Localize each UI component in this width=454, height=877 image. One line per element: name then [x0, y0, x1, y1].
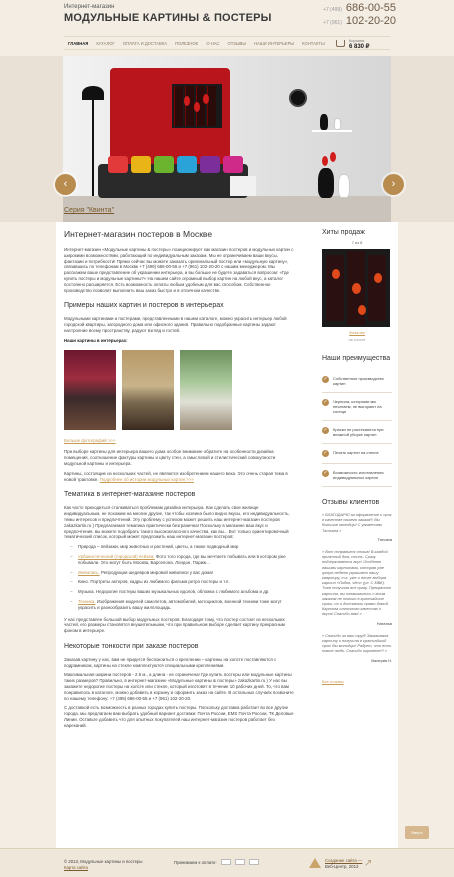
slide-tulip — [330, 152, 336, 162]
sitemap-link[interactable]: Карта сайта — [64, 865, 88, 870]
nav-item-payment-delivery[interactable]: ОПЛАТА И ДОСТАВКА — [122, 40, 168, 46]
more-photos-link[interactable]: Больше фотографий >>> — [64, 437, 116, 443]
payment-label: Принимаем к оплате: — [174, 859, 217, 865]
slide-shelf — [312, 130, 352, 132]
painting-panel — [174, 86, 183, 126]
list-item — [72, 570, 295, 576]
list-item — [72, 579, 295, 585]
nav-item-contacts[interactable]: КОНТАКТЫ — [302, 40, 325, 46]
sidebar — [322, 229, 392, 688]
section-paragraph: У нас представлен большой выбор модульных постеров. Благодаря тому, что постер состоит из нескольких частей, его размеры становятся внушительными, что при правильном выборе сделает картину прекрасным фоном в интерьере. — [64, 616, 285, 634]
hit-flower — [332, 269, 340, 279]
gallery-label: Наши картины в интерьерах: — [64, 337, 128, 343]
section-paragraph: Как часто приходиться сталкиваться проблемам дизайна интерьера. Как сделать свое жилище индивидуальным, не похожим на многие другие, так чтобы хозяина было видно вкусы, его индивидуальность, темы интересов и предпочтений. Эту проблему с успехом может решить наш интернет-магазин постеров zakazkartin.ru ) Предлагаемая тематика практически безгранична! Поскольку в магазине ваш вкус и предпочтения, вы можете подобрать такого высококлассного качества, как вы... Вот только ориентировочный тематический список, который может предложить наш интернет-магазин постеров: — [64, 505, 290, 540]
slide-vase — [320, 114, 328, 130]
list-item-text: Кино. Портреты актеров, кадры из любимого фильма ретро постеры и т.п. — [78, 579, 230, 585]
advantage-item — [322, 444, 392, 464]
review-item — [322, 633, 392, 663]
advantage-item — [322, 464, 392, 487]
advantage-item — [322, 393, 392, 421]
hit-flower — [352, 283, 361, 294]
list-item-link[interactable]: Живопись. — [78, 569, 100, 575]
check-icon: ✓ — [323, 427, 328, 433]
footer — [0, 848, 454, 877]
slider-prev-button[interactable]: ‹ — [55, 174, 76, 195]
painting-flower — [194, 102, 200, 112]
check-icon: ✓ — [323, 470, 328, 476]
interior-gallery — [64, 350, 295, 430]
slide-cushion — [177, 156, 197, 173]
hit-panel — [368, 255, 386, 321]
slide-cushion — [154, 156, 174, 173]
section-paragraph: При выборе картины для интерьера вашего дома особое внимание обратите на особенности дизайна помещения, соотношение фактуры картины и цвету стен, а смысловой и стилистический совокупности модульной картины и интерьера. — [64, 449, 276, 466]
site-supertitle: Интернет-магазин — [64, 4, 115, 10]
check-icon: ✓ — [323, 376, 328, 382]
list-item — [72, 544, 295, 550]
hit-product-material: на холсте — [348, 338, 366, 342]
slide-painting — [172, 84, 222, 128]
review-author: Татьяна — [377, 536, 392, 542]
nav-item-useful[interactable]: ПОЛЕЗНОЕ — [175, 40, 199, 46]
review-item — [322, 512, 392, 542]
review-text: « Вот понравился отзыв! В каждой приятный дом, стиль. Сразу подчеркивается вкус! Особенно вашими картинами, которая уже целую неделю украшает нашу квартиру, т.к. уже и после выбора картин «Лидия, чёт» (ул. С МВК). Тоже получила все сразу. Прекрасная картина, вы ознакомились с моим заказом не только в кратчайшие сроки, но и доставили прямо домой. Картина отличного качества и вкуса! Спасибо вам! » — [322, 549, 391, 617]
hits-pager[interactable]: 7 из 8 — [351, 240, 363, 245]
list-item — [72, 589, 295, 595]
check-icon: ✓ — [323, 450, 328, 456]
section-paragraph: Модульными картинами и постерами, представленными в нашем каталоге, можно украсить интерьер любой городской квартиры, загородного дома или офисного здания. Правильно подобранные картины задают настроение всему пространству, радуют взгляд и гостей. — [64, 316, 287, 333]
list-item-text: Изображения моделей самолетов, автомобилей, мотоциклов, военной техники тоже могут украсить и разнообразить вашу жилплощадь. — [78, 598, 282, 610]
slide-tulip — [322, 156, 328, 166]
list-item-link[interactable]: Урбанистический (городской) пейзаж. — [78, 553, 155, 559]
section-paragraph: Заказав картину у нас, вам не придется беспокоиться о креплении – картины на холсте поставляются с подрамником, картины на стекле комплектуются специальными креплениями. — [64, 656, 277, 668]
advantage-text: Собственное производство картин — [333, 376, 384, 386]
hit-product-image[interactable] — [322, 249, 390, 327]
list-item-text: Фото того города, где вы мечтаете побывать или в котором уже побывали. Это могут быть Москва, Барселона, Лондон, Париж... — [78, 553, 286, 565]
advantage-item — [322, 370, 392, 393]
all-reviews-link[interactable]: Все отзывы — [322, 678, 344, 684]
mastercard-icon — [235, 859, 245, 865]
developer-link[interactable]: Создание сайта — — [325, 858, 363, 863]
slide-caption-link[interactable]: Серия "Квинта" — [64, 207, 115, 214]
cart-widget[interactable] — [336, 38, 370, 50]
phone-block — [323, 2, 396, 28]
paragraph-text: Картины, состоящие из нескольких частей, не являются изобретением нашего века. Это очень старая тема в новой трактовке. — [64, 470, 288, 482]
nav-item-about[interactable]: О НАС — [206, 40, 220, 46]
section-title: Примеры наших картин и постеров в интерьерах — [64, 302, 224, 310]
painting-panel — [207, 86, 216, 126]
painting-flower — [203, 94, 209, 104]
developer-credit — [309, 858, 362, 870]
slide-vase — [318, 168, 334, 198]
section-paragraph: С доставкой есть возможность в разных городах купить постеры. Поскольку доставка работает во все другие города, мы предлагаем вам выбрать удобный вариант доставки: Почта России, EMS Почта России, ТК Деловые Линии. Оставьте добавить что для опытных покупателей наш интернет-магазин постеров работает без нареканий. — [64, 705, 294, 728]
list-item-link[interactable]: Техника. — [78, 598, 96, 604]
cart-total: 6 830 ₽ — [349, 44, 370, 50]
phone-number: 102-20-20 — [345, 15, 396, 27]
phone-row — [323, 15, 396, 28]
advantage-text: Чернила, которыми мы печатаем, не выгорают на солнце — [333, 399, 382, 414]
nav-item-reviews[interactable]: ОТЗЫВЫ — [227, 40, 247, 46]
advantage-text: Возможность изготовления индивидуальных картин — [333, 470, 384, 480]
list-item-text: Музыка. Недорогие постеры ваших музыкальных идолов, обложка с любимого альбома и др. — [78, 589, 270, 595]
header — [0, 0, 454, 34]
developer-name: Веб-Центр, 2013 — [325, 864, 359, 869]
hit-flower — [358, 305, 366, 315]
hero-slider — [0, 56, 454, 222]
slide-cushion — [223, 156, 243, 173]
advantage-text: Краски не растекаются при влажной уборке картин — [333, 427, 384, 437]
developer-logo-icon — [309, 858, 321, 868]
copyright-text: © 2013, Модульные картины и постеры — [64, 859, 143, 864]
hits-title: Хиты продаж — [322, 229, 365, 236]
slide-cushion — [108, 156, 128, 173]
painting-flower — [184, 96, 190, 106]
hit-panel — [326, 255, 344, 321]
scroll-up-button[interactable]: Вверх — [405, 826, 429, 839]
phone-code: +7 (961) — [323, 20, 342, 26]
slide-cushion — [200, 156, 220, 173]
nav-item-interiors[interactable]: НАШИ ИНТЕРЬЕРЫ — [254, 40, 295, 46]
slide-lamp-stand — [92, 100, 94, 196]
review-author: Наталья — [376, 620, 392, 626]
slide-vase — [334, 118, 341, 130]
review-text: « Спасибо за ваш труд! Заказывала картину и получила в кратчайший срок! Вы молодцы! Радует, что есть такие люди. Спасибо огромное!!! » — [322, 632, 392, 654]
phone-code: +7 (499) — [323, 7, 342, 13]
section-paragraph — [64, 471, 295, 483]
history-link[interactable]: Подробнее об истории модульных картин >>> — [99, 476, 194, 482]
slide-cushion — [131, 156, 151, 173]
review-author: Валерия Н. — [371, 657, 392, 663]
wallet-icon — [249, 859, 259, 865]
advantages-title: Наши преимущества — [322, 355, 391, 362]
main-column — [64, 229, 295, 733]
reviews-title: Отзывы клиентов — [322, 499, 380, 506]
slide-vase — [338, 174, 350, 198]
hit-flower — [374, 273, 382, 283]
phone-row — [323, 2, 396, 15]
gallery-thumb[interactable] — [64, 350, 116, 430]
advantage-item — [322, 421, 392, 444]
cart-label: Корзина — [349, 38, 365, 43]
site-brand-logo[interactable]: МОДУЛЬНЫЕ КАРТИНЫ & ПОСТЕРЫ — [64, 12, 272, 24]
list-item — [72, 554, 295, 566]
hit-product-name[interactable]: Физалис — [349, 330, 365, 335]
review-item — [322, 549, 392, 626]
page-title: Интернет-магазин постеров в Москве — [64, 229, 213, 239]
footer-copyright — [64, 859, 143, 871]
list-item — [72, 599, 295, 611]
list-item-text: Репродукции шедевров мировой живописи у вас дома! — [99, 569, 214, 575]
review-text: « БЛАГОДАРЮ за оформление и срок в качестве нашего заказа!!! Вы большие молодцы! С уважением, Татьяна » — [322, 512, 392, 533]
gallery-thumb[interactable] — [122, 350, 174, 430]
cart-icon — [336, 40, 345, 47]
painting-panel — [185, 86, 194, 126]
arrow-icon: ↗ — [364, 858, 373, 869]
section-title: Некоторые тонкости при заказе постеров — [64, 642, 199, 650]
slider-next-button[interactable]: › — [383, 174, 404, 195]
slide-lamp — [82, 86, 104, 100]
nav-item-home[interactable]: ГЛАВНАЯ — [68, 40, 89, 46]
payment-methods — [174, 859, 259, 865]
section-title: Тематика в интернет-магазине постеров — [64, 491, 196, 499]
advantage-text: Печать картин на стекле — [333, 450, 379, 455]
slide-clock — [289, 89, 307, 107]
phone-number: 686-00-55 — [345, 2, 396, 14]
list-item-text: Природа – пейзажи, мир животных и растений, цветы, а также подводный мир — [78, 544, 239, 550]
visa-icon — [221, 859, 231, 865]
check-icon: ✓ — [323, 399, 328, 405]
intro-paragraph: Интернет-магазин «Модульные картины & постеры» позиционирует как магазин постеров и модульных картин с широкими возможностями, работающий по индивидуальным заказам. Мы не ограничиваем ваши вкусы, фантазии и потребности! Прямо сейчас вы можете заказать оригинальный постер или «модульную картину», связавшись по телефонам в Москве +7 (499) 686-00-55 и +7 (961) 102-20-20 с нашим менеджером. Мы расскажем ваше представление об украшении интерьера, и вы больше не будете задаваться вопросом: «Где купить постеры и модульные картины?» На нашем сайте огромный выбор картин на любой вкус, а каталог постоянно расширяется. Есть возможность оплаты любым удобным для вас способом. Собственное производство позволит выполнить ваш заказ быстро и в отличном качестве. — [64, 247, 294, 293]
nav-item-catalog[interactable]: КАТАЛОГ — [96, 40, 115, 46]
gallery-thumb[interactable] — [180, 350, 232, 430]
section-paragraph: Максимальная ширина постеров - 2.5 м., а длина - не ограничена! Где купить постеры или модульные картины таких размеров? Правильно, в интернет-магазине «Модульные картины & постеры» zakazkartin.ru ) У нас вы закажете недорогие постеры на холсте или стекле, который изготовят в течение 10 рабочих дней. То, что вам понравилось в каталоге, можно добавить в корзину и оформить заказ на сайте. В остальных случаях позвоните по нашему телефону: +7 (499) 686-00-55 и +7 (961) 102-20-20. — [64, 672, 294, 701]
slide-side-table — [230, 176, 256, 196]
topics-list — [72, 544, 295, 610]
